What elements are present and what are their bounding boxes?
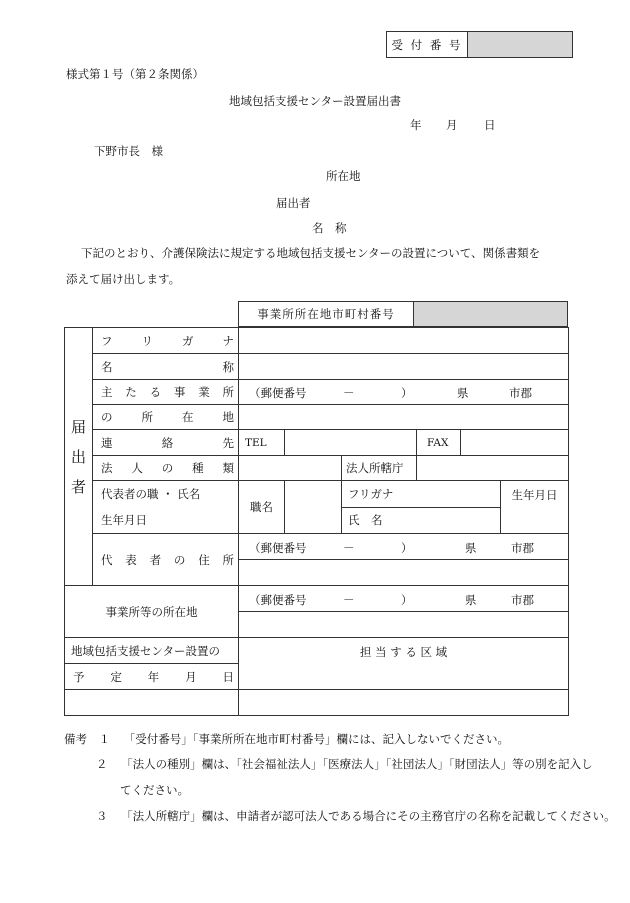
- rep-address-line1[interactable]: [239, 534, 569, 560]
- receipt-number-field[interactable]: [468, 32, 573, 58]
- note-3-text: 「法人所轄庁」欄は、申請者が認可法人である場合にその主務官庁の名称を記載してください。: [121, 809, 616, 823]
- date-day: 日: [484, 118, 496, 132]
- main-office-label-2: [101, 409, 234, 425]
- note-3-number: ３: [96, 809, 108, 823]
- birthdate-label: 生年月日: [511, 488, 558, 502]
- office-prefecture-label: 県: [465, 592, 477, 607]
- rep-address-line2[interactable]: [239, 560, 569, 586]
- office-postal-label: （郵便番号: [249, 592, 307, 607]
- rep-postal-close: ）: [401, 540, 413, 555]
- rep-furigana-label: フリガナ: [348, 486, 394, 501]
- rep-prefecture-label: 県: [465, 540, 477, 555]
- rep-postal-label: （郵便番号: [249, 540, 307, 555]
- note-2-text-b: てください。: [120, 783, 189, 797]
- note-3: [96, 808, 616, 824]
- setup-date-label-1: 地域包括支援センター設置の: [71, 643, 221, 658]
- office-postal-dash: －: [343, 592, 355, 607]
- applicant-location-label: 所在地: [326, 169, 361, 183]
- furigana-label-char: リ: [141, 333, 153, 348]
- main-office-label-cell-2: [93, 405, 239, 430]
- contact-label-cell: [93, 430, 239, 456]
- furigana-label-cell: [93, 328, 239, 354]
- corp-type-label-cell: [93, 456, 239, 481]
- corp-type-label-char: 種: [192, 461, 204, 475]
- main-office-address-line1[interactable]: [239, 380, 569, 405]
- rep-address-label-char: 代: [101, 552, 113, 567]
- rep-address-label-char: 者: [149, 552, 162, 567]
- setup-date-label-2-char: 年: [147, 669, 160, 684]
- main-office-label-1-char: 所: [222, 385, 234, 399]
- note-1-number: １: [98, 732, 111, 746]
- tel-label: TEL: [239, 430, 285, 456]
- notes-label: 備考: [64, 732, 87, 746]
- contact-label: [101, 435, 234, 451]
- rep-address-label-char: 住: [198, 552, 210, 567]
- rep-postal-dash: －: [343, 540, 355, 555]
- applicant-submitter-label: 届出者: [276, 196, 311, 210]
- setup-date-label-2-char: 月: [185, 669, 197, 684]
- furigana-label-char: ナ: [222, 333, 234, 348]
- main-office-label-1-char: 主: [101, 385, 113, 399]
- representative-label-1: 代表者の職 ・ 氏名: [101, 487, 201, 501]
- page-title: 地域包括支援センター設置届出書: [228, 94, 402, 108]
- addressee: 下野市長 様: [94, 144, 163, 158]
- office-location-label: 事業所等の所在地: [65, 586, 239, 638]
- main-office-label-2-char: 所: [141, 410, 153, 424]
- setup-date-field[interactable]: [65, 690, 239, 716]
- name-label-char: 称: [222, 359, 234, 374]
- corp-type-label-char: の: [161, 461, 174, 475]
- main-office-label-cell: [93, 380, 239, 405]
- main-office-label-2-char: の: [101, 410, 113, 424]
- body-text-line2: 添えて届け出します。: [66, 272, 181, 286]
- setup-date-label-2: [73, 669, 234, 685]
- receipt-number-box: [386, 31, 573, 58]
- rep-address-label-cell: [93, 534, 239, 586]
- main-office-address-line2[interactable]: [239, 405, 569, 430]
- receipt-number-label: 受 付 番 号: [387, 32, 468, 58]
- area-label: 担 当 す る 区 域: [359, 645, 448, 659]
- setup-date-label-cell-1: [65, 638, 239, 664]
- applicant-name-label: 名 称: [312, 221, 347, 235]
- rep-city-label: 市郡: [511, 540, 534, 555]
- birthdate-cell[interactable]: [501, 481, 569, 534]
- furigana-label: [101, 333, 234, 349]
- fax-field[interactable]: [461, 430, 569, 456]
- area-cell[interactable]: [239, 638, 569, 690]
- submitter-side-label: 届 出 者: [65, 328, 93, 586]
- contact-label-char: 絡: [161, 435, 174, 450]
- corp-type-label-char: 法: [101, 461, 113, 475]
- office-location-line1[interactable]: [239, 586, 569, 612]
- date-month: 月: [446, 118, 458, 132]
- setup-date-label-2-char: 日: [222, 669, 234, 684]
- note-2-text-a: 「法人の種別」欄は、「社会福祉法人」「医療法人」「社団法人」「財団法人」等の別を記入し: [121, 757, 593, 771]
- rep-address-label-char: の: [173, 552, 186, 567]
- contact-label-char: 連: [101, 435, 113, 450]
- main-office-label-1: [101, 384, 234, 400]
- representative-label-2: 生年月日: [101, 513, 147, 527]
- furigana-label-char: ガ: [182, 333, 194, 348]
- postal-close: ）: [401, 386, 413, 400]
- postal-label: （郵便番号: [249, 386, 307, 400]
- contact-label-char: 先: [222, 435, 234, 450]
- corp-type-label-char: 類: [222, 461, 234, 475]
- rep-address-label-char: 所: [222, 552, 234, 567]
- postal-dash: －: [343, 386, 355, 400]
- name-label-char: 名: [101, 359, 113, 374]
- main-office-label-1-char: る: [149, 385, 162, 399]
- main-office-label-2-char: 地: [222, 410, 234, 424]
- main-office-label-2-char: 在: [182, 410, 194, 424]
- note-2: [96, 756, 593, 772]
- tel-field[interactable]: [285, 430, 417, 456]
- main-office-label-1-char: 業: [198, 385, 210, 399]
- name-label: [101, 359, 234, 375]
- note-1: [64, 731, 509, 747]
- position-field[interactable]: [285, 481, 342, 534]
- area-field[interactable]: [239, 690, 569, 716]
- main-office-label-1-char: 事: [173, 385, 186, 399]
- position-label: 職名: [239, 481, 285, 534]
- prefecture-label: 県: [457, 386, 469, 400]
- name-label-cell: [93, 354, 239, 380]
- setup-date-label-cell-2: [65, 664, 239, 690]
- corp-type-field[interactable]: [239, 456, 342, 481]
- rep-name-label: 氏 名: [348, 513, 383, 528]
- corp-type-label: [101, 460, 234, 476]
- furigana-field[interactable]: [239, 328, 569, 354]
- office-code-box: [238, 301, 568, 327]
- corp-office-field[interactable]: [417, 456, 569, 481]
- setup-date-label-2-char: 定: [110, 669, 122, 684]
- representative-label-cell: [93, 481, 239, 534]
- rep-name-cell[interactable]: [342, 507, 501, 534]
- main-office-label-1-char: た: [125, 385, 137, 399]
- note-1-text: 「受付番号」「事業所所在地市町村番号」欄には、記入しないでください。: [123, 732, 510, 746]
- furigana-label-char: フ: [101, 333, 113, 348]
- corp-office-label: 法人所轄庁: [342, 456, 417, 481]
- office-location-line2[interactable]: [239, 612, 569, 638]
- main-form-table: [64, 327, 569, 716]
- rep-address-label: [101, 552, 234, 568]
- form-id: 様式第１号（第２条関係）: [66, 67, 204, 81]
- date-year: 年: [410, 118, 422, 132]
- setup-date-label-2-char: 予: [73, 669, 85, 684]
- city-label: 市郡: [509, 386, 532, 400]
- office-postal-close: ）: [401, 592, 413, 607]
- office-code-label: 事業所所在地市町村番号: [239, 302, 414, 327]
- office-city-label: 市郡: [511, 592, 534, 607]
- rep-address-label-char: 表: [125, 552, 137, 567]
- rep-furigana-cell[interactable]: [342, 481, 501, 508]
- corp-type-label-char: 人: [131, 461, 143, 475]
- office-code-field[interactable]: [414, 302, 568, 327]
- fax-label: FAX: [417, 430, 461, 456]
- body-text-line1: 下記のとおり、介護保険法に規定する地域包括支援センターの設置について、関係書類を: [81, 246, 541, 260]
- name-field[interactable]: [239, 354, 569, 380]
- note-2-number: ２: [96, 757, 108, 771]
